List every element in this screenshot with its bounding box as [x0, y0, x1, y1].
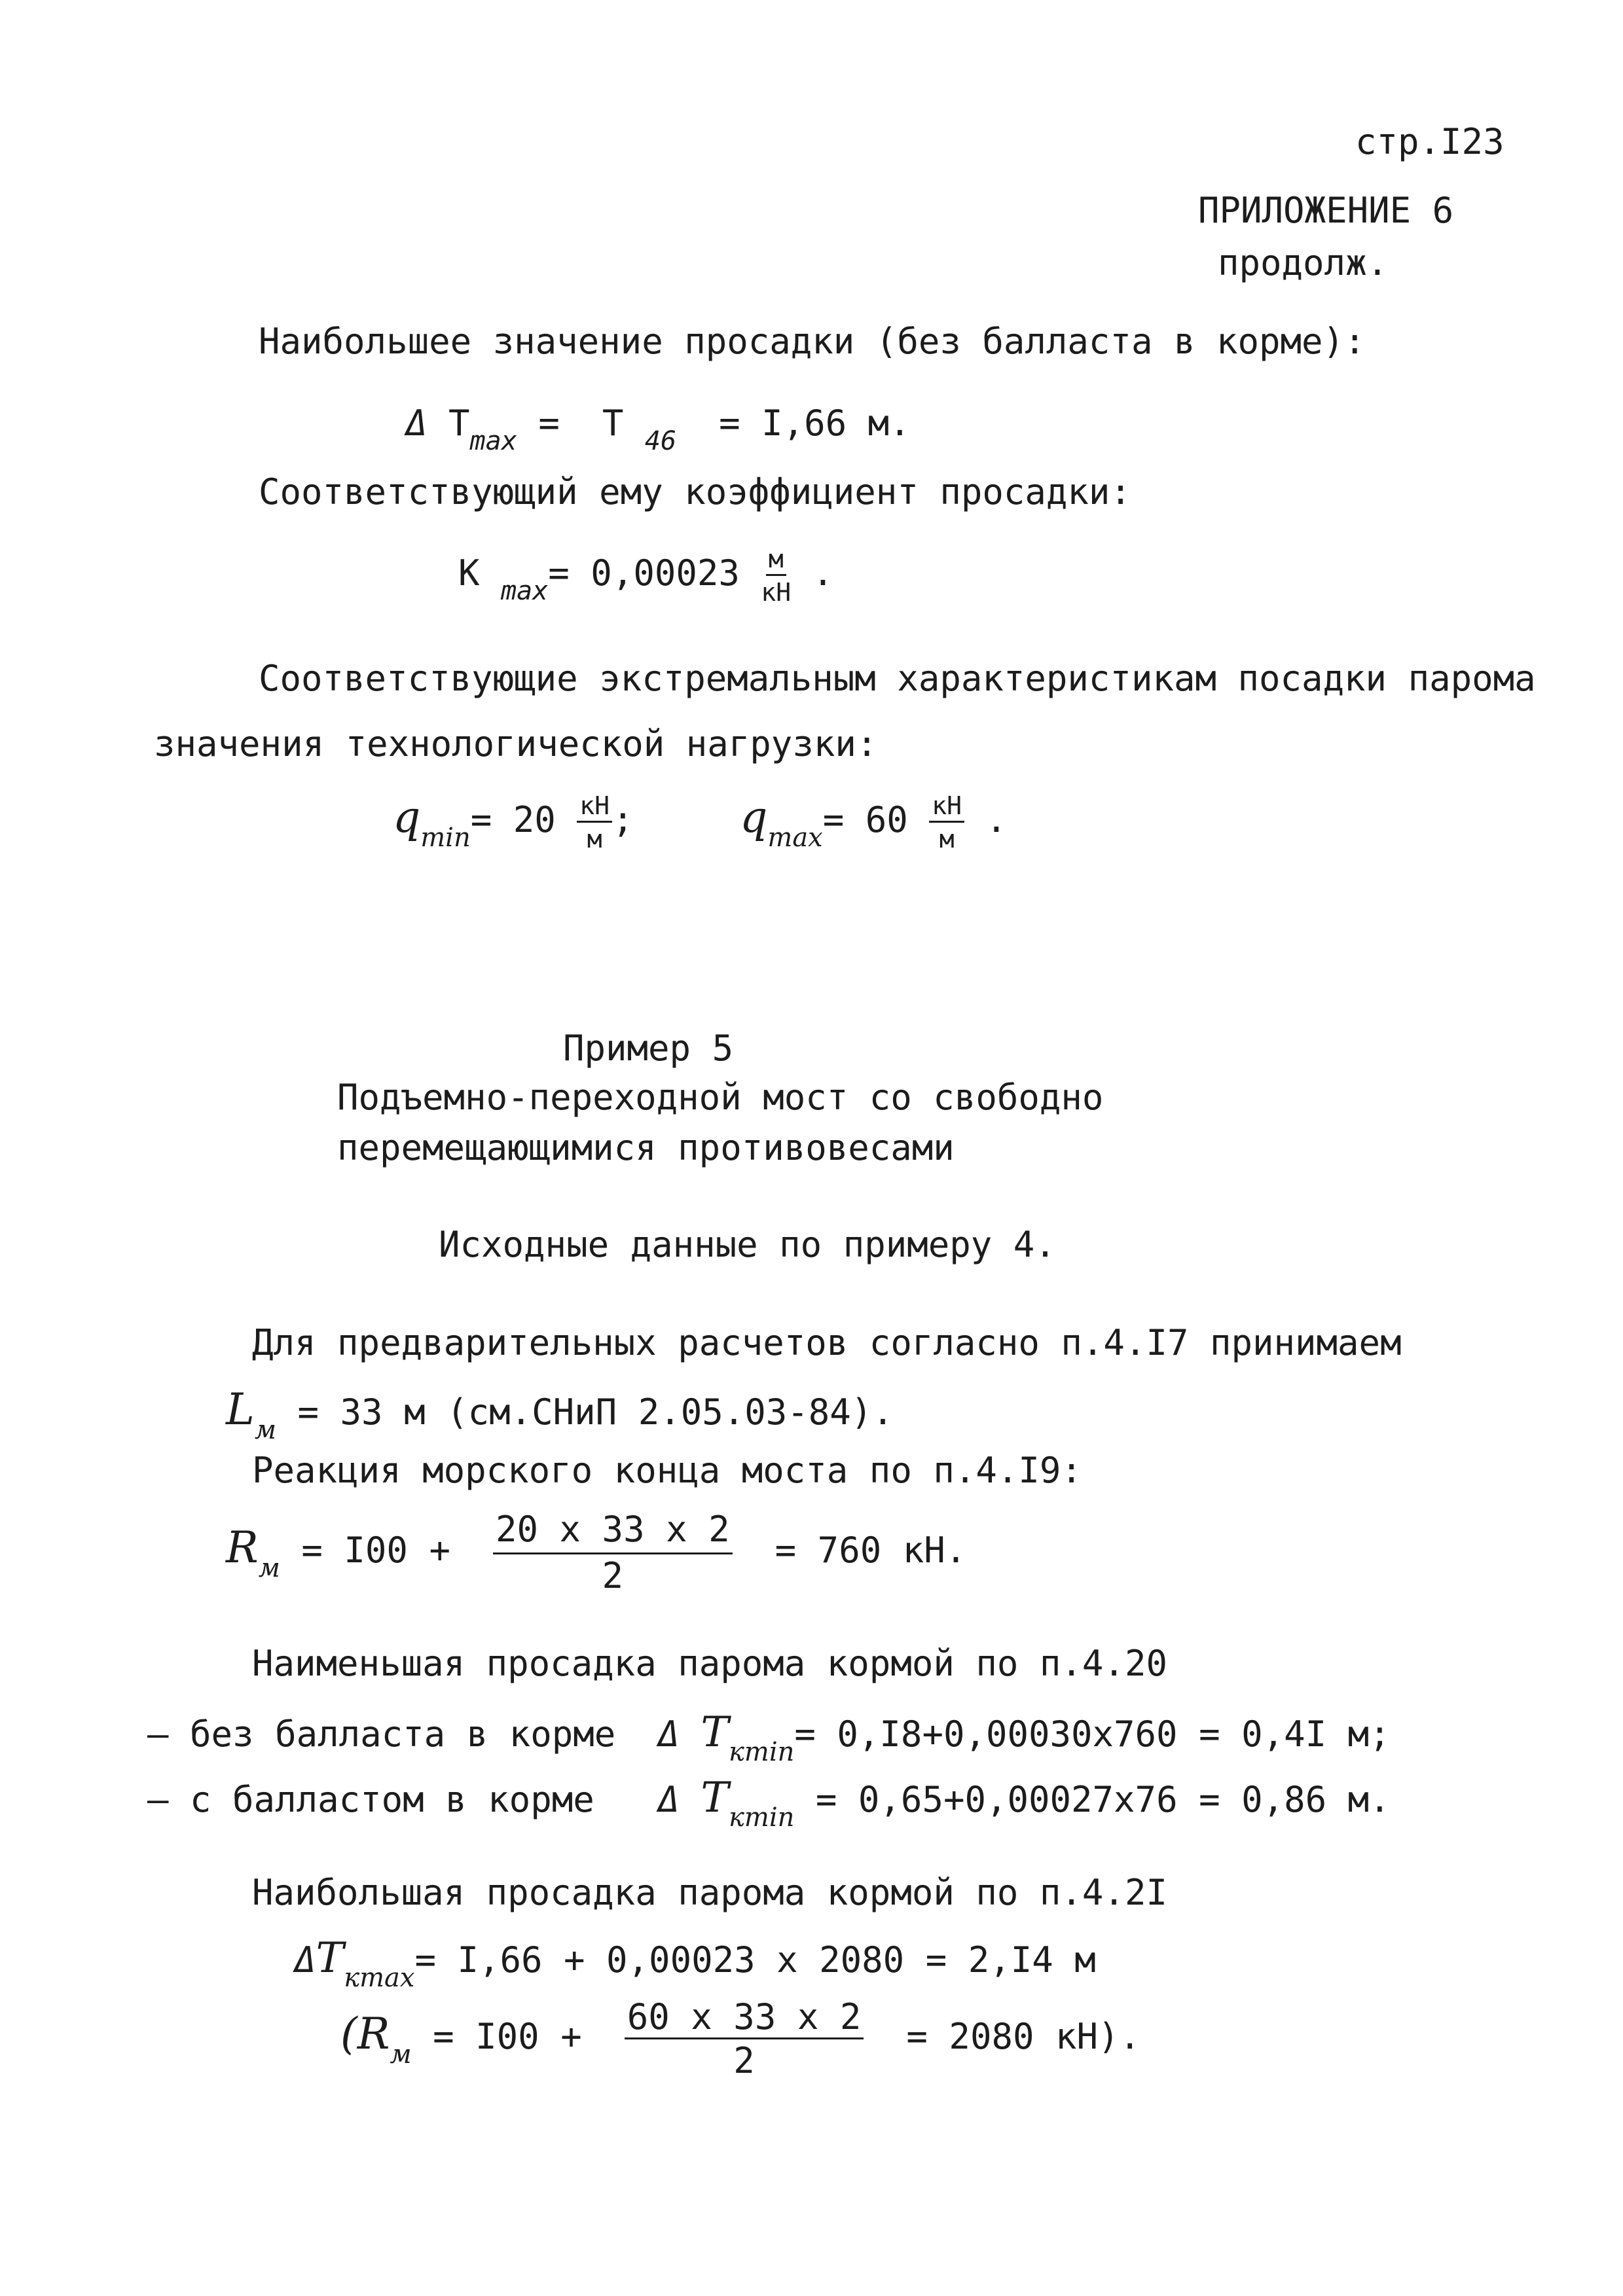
equation-delta-t-kmax: $\Delta T_{кmax}= I,66 + 0,00023$ x 2080 = 2,I4 м	[295, 1934, 1096, 1993]
source-data-line: Исходные данные по примеру 4.	[439, 1224, 1056, 1265]
load-text-line2: значения технологической нагрузки:	[154, 723, 878, 764]
rm2-fraction: $\frac{60 x 33 x 2}{2}$	[625, 2000, 864, 2079]
reaction-label: Реакция морского конца моста по п.4.I9:	[252, 1450, 1082, 1491]
min-settlement-label: Наименьшая просадка парома кормой по п.4.20	[252, 1643, 1167, 1684]
max-settlement-label: Наибольшее значение просадки (без балласта в корме):	[259, 321, 1366, 362]
unit-fraction-min: $\frac{кН}{м}$	[577, 793, 612, 852]
equation-lm: $L_м = 33$ м (см.СНиП 2.05.03-84).	[226, 1384, 894, 1445]
min-ballast-line: – с балластом в корме Δ $T_{кmin} = 0,65+0,00027x76 = 0,86$ м.	[147, 1774, 1391, 1833]
continued-label: продолж.	[1218, 242, 1389, 283]
example-title: Пример 5	[563, 1028, 734, 1069]
unit-fraction-max: $\frac{кН}{м}$	[929, 793, 964, 852]
example-subtitle-line1: Подъемно-переходной мост со свободно	[337, 1077, 1104, 1118]
equation-rm-760: $R_м = I00$ + $\frac{20 x 33 x 2}{2}$ = 760 кН.	[226, 1509, 967, 1596]
min-no-ballast-line: – без балласта в корме Δ $T_{кmin}= 0,I8+0,00030x760 = 0,4I$ м;	[147, 1708, 1391, 1767]
load-text-line1: Соответствующие экстремальным характеристикам посадки парома	[259, 658, 1536, 699]
coefficient-label: Соответствующий ему коэффициент просадки:	[259, 471, 1131, 512]
max-settlement-label-2: Наибольшая просадка парома кормой по п.4.2I	[252, 1872, 1167, 1913]
equation-q-min-max: $q_{min}= 20$ $\frac{кН}{м}$ ; $q_{max}= 60$ $\frac{кН}{м}$ .	[393, 791, 1008, 853]
equation-delta-t-max: Δ $T_{max} = T$ $_{46}$ = I,66 м.	[406, 403, 911, 456]
preliminary-line: Для предварительных расчетов согласно п.4.I7 принимаем	[252, 1322, 1402, 1363]
equation-k-max: K $_{max}$= 0,00023 $\frac{м}{кН}$ .	[458, 545, 834, 607]
example-subtitle-line2: перемещающимися противовесами	[337, 1127, 955, 1168]
unit-fraction: $\frac{м}{кН}$	[761, 545, 792, 607]
page-number: стр.I23	[1355, 121, 1504, 162]
equation-rm-2080: ($R_м = I00$ + $\frac{60 x 33 x 2}{2}$ = 2080 кН).	[340, 1996, 1141, 2081]
rm1-fraction: $\frac{20 x 33 x 2}{2}$	[493, 1512, 733, 1594]
appendix-title: ПРИЛОЖЕНИЕ 6	[1198, 190, 1454, 231]
